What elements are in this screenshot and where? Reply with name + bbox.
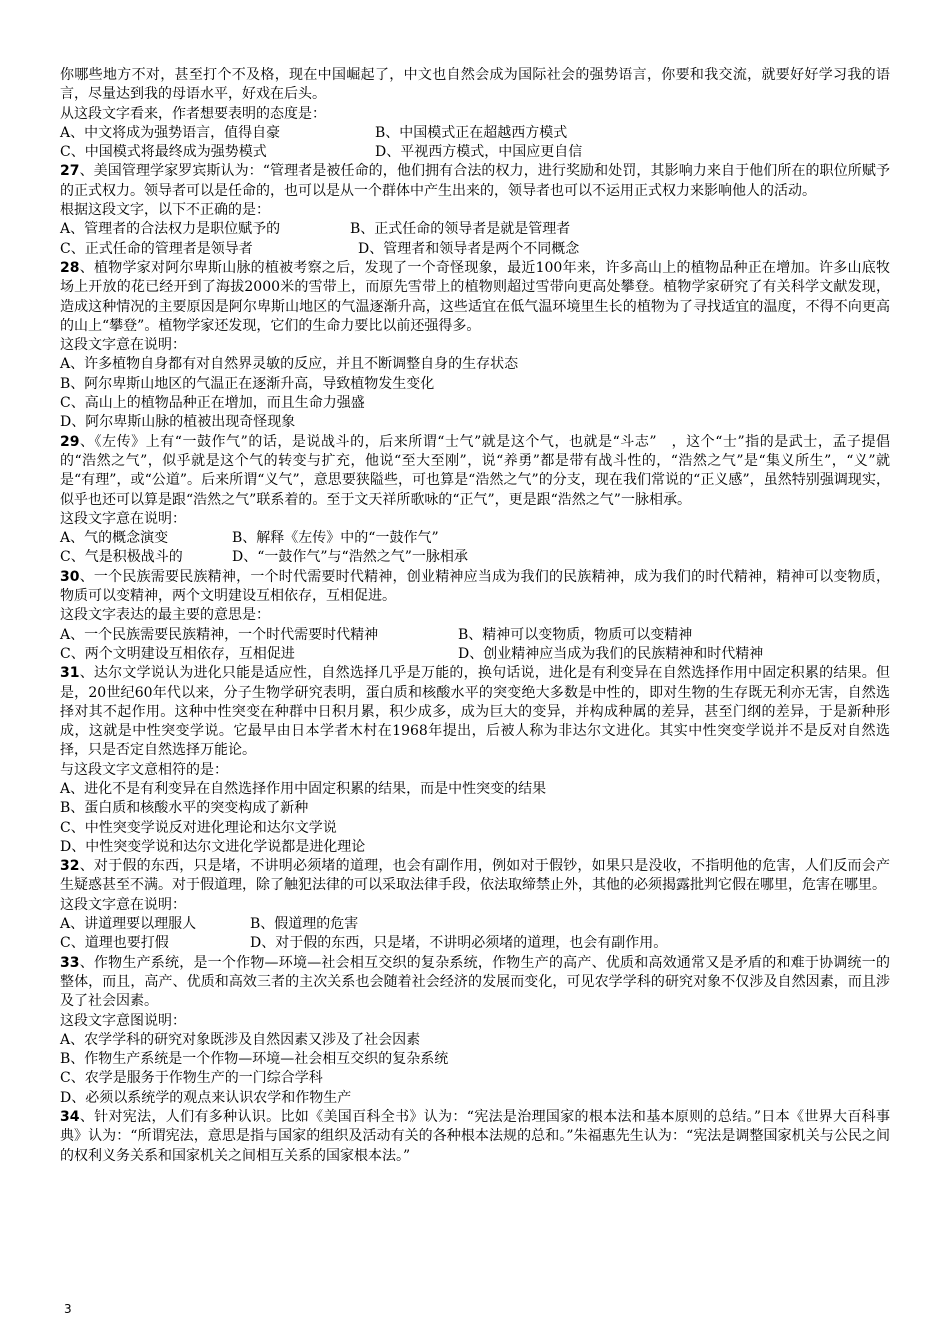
option-b: B、中国模式正在超越西方模式 (375, 124, 568, 141)
option-a: A、农学学科的研究对象既涉及自然因素又涉及了社会因素 (60, 1031, 421, 1048)
question-stem: 从这段文字看来，作者想要表明的态度是： (60, 105, 326, 122)
passage-text: 、植物学家对阿尔卑斯山脉的植被考察之后，发现了一个奇怪现象，最近100年来，许多高山上的植物品种正在增加。许多山底牧场上开放的花已经开到了海拔2000米的雪带上，而原先雪带上的植物则超过雪带向更高处攀登。植物学家研究了有关科学文献发现，造成这种情况的主要原因是阿尔卑斯山地区的气温逐渐升高，这些适宜在低气温环境里生长的植物为了寻找适宜的温度，不得不向更高的山上“攀登”。植物学家还发现，它们的生命力要比以前还强得多。 (60, 259, 890, 334)
option-row (60, 529, 890, 548)
question-number: 27 (60, 163, 80, 180)
option-b: B、蛋白质和核酸水平的突变构成了新种 (60, 800, 309, 817)
passage-text: 、一个民族需要民族精神，一个时代需要时代精神，创业精神应当成为我们的民族精神，成为我们的时代精神，精神可以变物质，物质可以变精神，两个文明建设互相依存，互相促进。 (60, 568, 890, 605)
option-a: A、气的概念演变 (60, 530, 169, 547)
question-28 (60, 259, 890, 336)
question-stem: 这段文字意在说明： (60, 337, 186, 354)
question-stem: 这段文字意图说明： (60, 1012, 186, 1029)
question-27 (60, 162, 890, 201)
option-b: B、正式任命的领导者是就是管理者 (350, 221, 571, 238)
question-29 (60, 433, 890, 510)
option-b: B、阿尔卑斯山地区的气温正在逐渐升高，导致植物发生变化 (60, 375, 435, 392)
question-number: 30 (60, 568, 80, 585)
option-b: B、精神可以变物质，物质可以变精神 (458, 626, 693, 643)
option-d: D、管理者和领导者是两个不同概念 (358, 240, 580, 257)
question-number: 33 (60, 954, 80, 971)
option-row (60, 934, 890, 953)
question-stem: 根据这段文字，以下不正确的是： (60, 202, 270, 219)
passage-text: 、《左传》上有“一鼓作气”的话，是说战斗的，后来所谓“士气”就是这个气，也就是“斗志” ，这个“士”指的是武士，孟子提倡的“浩然之气”，似乎就是这个气的转变与扩充，他说“至大至刚”，说“养勇”都是带有战斗性的，“浩然之气”是“集义所生”，“义”就是“有理”，或“公道”。后来所谓“义气”，意思要狭隘些，可也算是“浩然之气”的分支，现在我们常说的“正义感”，虽然特别强调现实，似乎也还可以算是跟“浩然之气”联系着的。至于文天祥所歌咏的“正气”，更是跟“浩然之气”一脉相承。 (60, 433, 890, 508)
option-c: C、气是积极战斗的 (60, 549, 183, 566)
question-30 (60, 568, 890, 607)
question-stem: 这段文字意在说明： (60, 896, 186, 913)
passage-text: 你哪些地方不对，甚至打个不及格，现在中国崛起了，中文也自然会成为国际社会的强势语言，你要和我交流，就要好好学习我的语言，尽量达到我的母语水平，好戏在后头。 (60, 67, 890, 103)
question-33 (60, 954, 890, 1012)
passage-text: 、美国管理学家罗宾斯认为：“管理者是被任命的，他们拥有合法的权力，进行奖励和处罚，其影响力来自于他们所在的职位所赋予的正式权力。领导者可以是任命的，也可以是从一个群体中产生出来的，领导者也可以不运用正式权力来影响他人的活动。 (60, 163, 890, 199)
page-number: 3 (64, 1302, 72, 1316)
question-number: 34 (60, 1109, 80, 1126)
option-d: D、阿尔卑斯山脉的植被出现奇怪现象 (60, 414, 296, 431)
option-d: D、中性突变学说和达尔文进化学说都是进化理论 (60, 838, 366, 855)
option-row (60, 240, 890, 259)
option-c: C、中国模式将最终成为强势模式 (60, 144, 267, 161)
option-d: D、创业精神应当成为我们的民族精神和时代精神 (458, 645, 764, 662)
option-row (60, 220, 890, 239)
option-b: B、解释《左传》中的“一鼓作气” (232, 530, 439, 547)
question-32 (60, 857, 890, 896)
option-d: D、必须以系统学的观点来认识农学和作物生产 (60, 1089, 352, 1106)
passage-text: 、针对宪法，人们有多种认识。比如《美国百科全书》认为：“宪法是治理国家的根本法和基本原则的总结。”日本《世界大百科事典》认为：“所谓宪法，意思是指与国家的组织及活动有关的各种根本法规的总和。”朱福惠先生认为：“宪法是调整国家机关与公民之间的权利义务关系和国家机关之间相互关系的国家根本法。” (60, 1109, 890, 1164)
option-row (60, 124, 890, 143)
question-number: 28 (60, 259, 80, 276)
option-c: C、农学是服务于作物生产的一门综合学科 (60, 1070, 323, 1087)
option-c: C、中性突变学说反对进化理论和达尔文学说 (60, 819, 337, 836)
option-d: D、平视西方模式，中国应更自信 (375, 144, 583, 161)
option-a: A、许多植物自身都有对自然界灵敏的反应，并且不断调整自身的生存状态 (60, 356, 519, 373)
passage-text: 、对于假的东西，只是堵，不讲明必须堵的道理，也会有副作用，例如对于假钞，如果只是没收，不指明他的危害，人们反而会产生疑惑甚至不满。对于假道理，除了触犯法律的可以采取法律手段，依法取缔禁止外，其他的必须揭露批判它假在哪里，危害在哪里。 (60, 858, 890, 894)
option-b: B、作物生产系统是一个作物—环境—社会相互交织的复杂系统 (60, 1051, 449, 1068)
option-d: D、对于假的东西，只是堵，不讲明必须堵的道理，也会有副作用。 (250, 935, 668, 952)
option-d: D、“一鼓作气”与“浩然之气”一脉相承 (232, 549, 468, 566)
question-34 (60, 1108, 890, 1166)
option-a: A、一个民族需要民族精神，一个时代需要时代精神 (60, 626, 379, 643)
option-row (60, 143, 890, 162)
option-a: A、管理者的合法权力是职位赋予的 (60, 221, 281, 238)
option-a: A、中文将成为强势语言，值得自豪 (60, 124, 281, 141)
question-stem: 这段文字意在说明： (60, 510, 186, 527)
option-a: A、讲道理要以理服人 (60, 916, 197, 933)
option-c: C、道理也要打假 (60, 935, 169, 952)
question-31 (60, 664, 890, 760)
question-stem: 与这段文字文意相符的是： (60, 761, 228, 778)
passage-text: 、达尔文学说认为进化只能是适应性，自然选择几乎是万能的，换句话说，进化是有利变异在自然选择作用中固定积累的结果。但是，20世纪60年代以来，分子生物学研究表明，蛋白质和核酸水平的突变绝大多数是中性的，即对生物的生存既无利亦无害，自然选择对其不起作用。这种中性突变在种群中日积月累，积少成多，成为巨大的变异，并构成种属的差异，甚至门纲的差异，于是新种形成，这就是中性突变学说。它最早由日本学者木村在1968年提出，后被人称为非达尔文进化。其实中性突变学说并不是反对自然选择，只是否定自然选择万能论。 (60, 665, 890, 759)
document-page (60, 66, 890, 1166)
option-row (60, 626, 890, 645)
passage-text: 、作物生产系统，是一个作物—环境—社会相互交织的复杂系统，作物生产的高产、优质和高效通常又是矛盾的和难于协调统一的整体，而且，高产、优质和高效三者的主次关系也会随着社会经济的发展而变化，可见农学学科的研究对象不仅涉及自然因素，而且涉及了社会因素。 (60, 954, 890, 1010)
question-number: 32 (60, 858, 80, 875)
option-b: B、假道理的危害 (250, 916, 359, 933)
question-stem: 这段文字表达的最主要的意思是： (60, 607, 270, 624)
question-number: 31 (60, 665, 80, 682)
option-row (60, 548, 890, 567)
option-c: C、高山上的植物品种正在增加，而且生命力强盛 (60, 395, 365, 412)
option-a: A、进化不是有利变异在自然选择作用中固定积累的结果，而是中性突变的结果 (60, 780, 547, 797)
option-row (60, 915, 890, 934)
option-row (60, 645, 890, 664)
option-c: C、两个文明建设互相依存，互相促进 (60, 645, 295, 662)
option-c: C、正式任命的管理者是领导者 (60, 240, 253, 257)
question-number: 29 (60, 433, 80, 450)
